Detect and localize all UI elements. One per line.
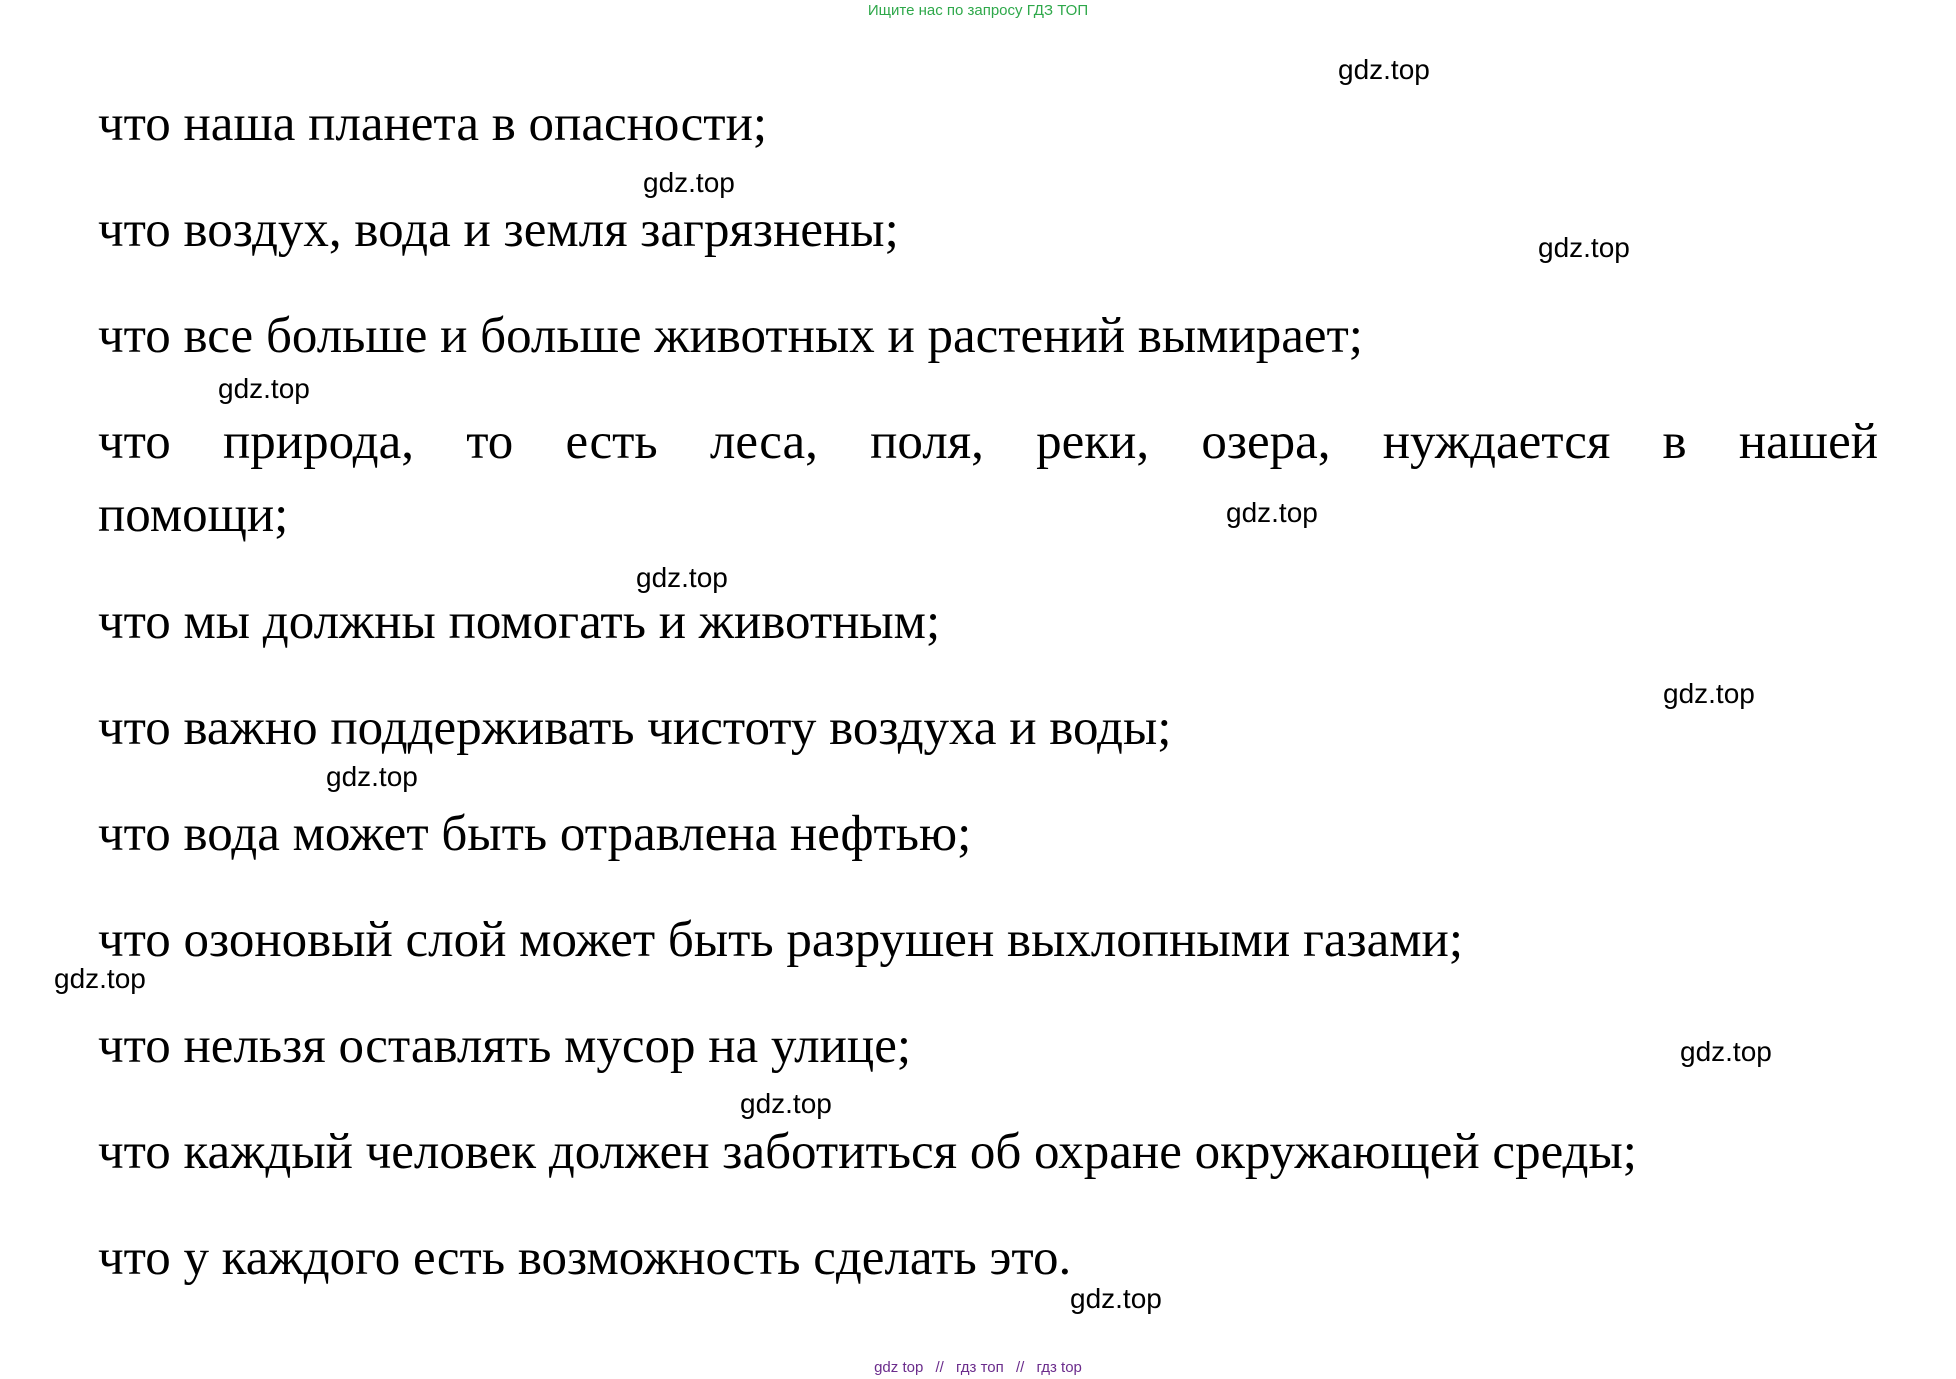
footer-link-gdz-top-ru[interactable]: гдз топ <box>956 1359 1004 1376</box>
footer-separator: // <box>935 1359 944 1376</box>
watermark: gdz.top <box>643 167 735 198</box>
watermark: gdz.top <box>1680 1036 1772 1067</box>
text-line: что вода может быть отравлена нефтью; <box>98 806 972 862</box>
text-line: что мы должны помогать и животным; <box>98 594 941 650</box>
footer-separator: // <box>1015 1359 1025 1376</box>
text-line: что природа, то есть леса, поля, реки, озера, нуждается в нашей <box>98 414 1878 470</box>
watermark: gdz.top <box>1338 54 1430 85</box>
text-line: что у каждого есть возможность сделать это. <box>98 1230 1072 1286</box>
footer-link-gdz-top-mixed[interactable]: гдз top <box>1036 1359 1082 1376</box>
text-line: что важно поддерживать чистоту воздуха и воды; <box>98 700 1172 756</box>
watermark: gdz.top <box>54 963 146 994</box>
watermark: gdz.top <box>1538 232 1630 263</box>
text-line: что озоновый слой может быть разрушен выхлопными газами; <box>98 912 1464 968</box>
top-banner[interactable]: Ищите нас по запросу ГДЗ ТОП <box>867 2 1089 19</box>
watermark: gdz.top <box>1070 1283 1162 1314</box>
footer-link-gdz-top[interactable]: gdz top <box>874 1359 924 1376</box>
watermark: gdz.top <box>1663 678 1755 709</box>
text-line: что наша планета в опасности; <box>98 96 768 152</box>
text-line: что воздух, вода и земля загрязнены; <box>98 202 899 258</box>
watermark: gdz.top <box>636 562 728 593</box>
text-line: что каждый человек должен заботиться об охране окружающей среды; <box>98 1124 1637 1180</box>
text-line: что нельзя оставлять мусор на улице; <box>98 1018 912 1074</box>
text-line: что все больше и больше животных и растений вымирает; <box>98 308 1363 364</box>
watermark: gdz.top <box>1226 497 1318 528</box>
watermark: gdz.top <box>218 373 310 404</box>
watermark: gdz.top <box>326 761 418 792</box>
footer-links <box>0 1359 1956 1376</box>
text-line: помощи; <box>98 487 289 543</box>
watermark: gdz.top <box>740 1088 832 1119</box>
